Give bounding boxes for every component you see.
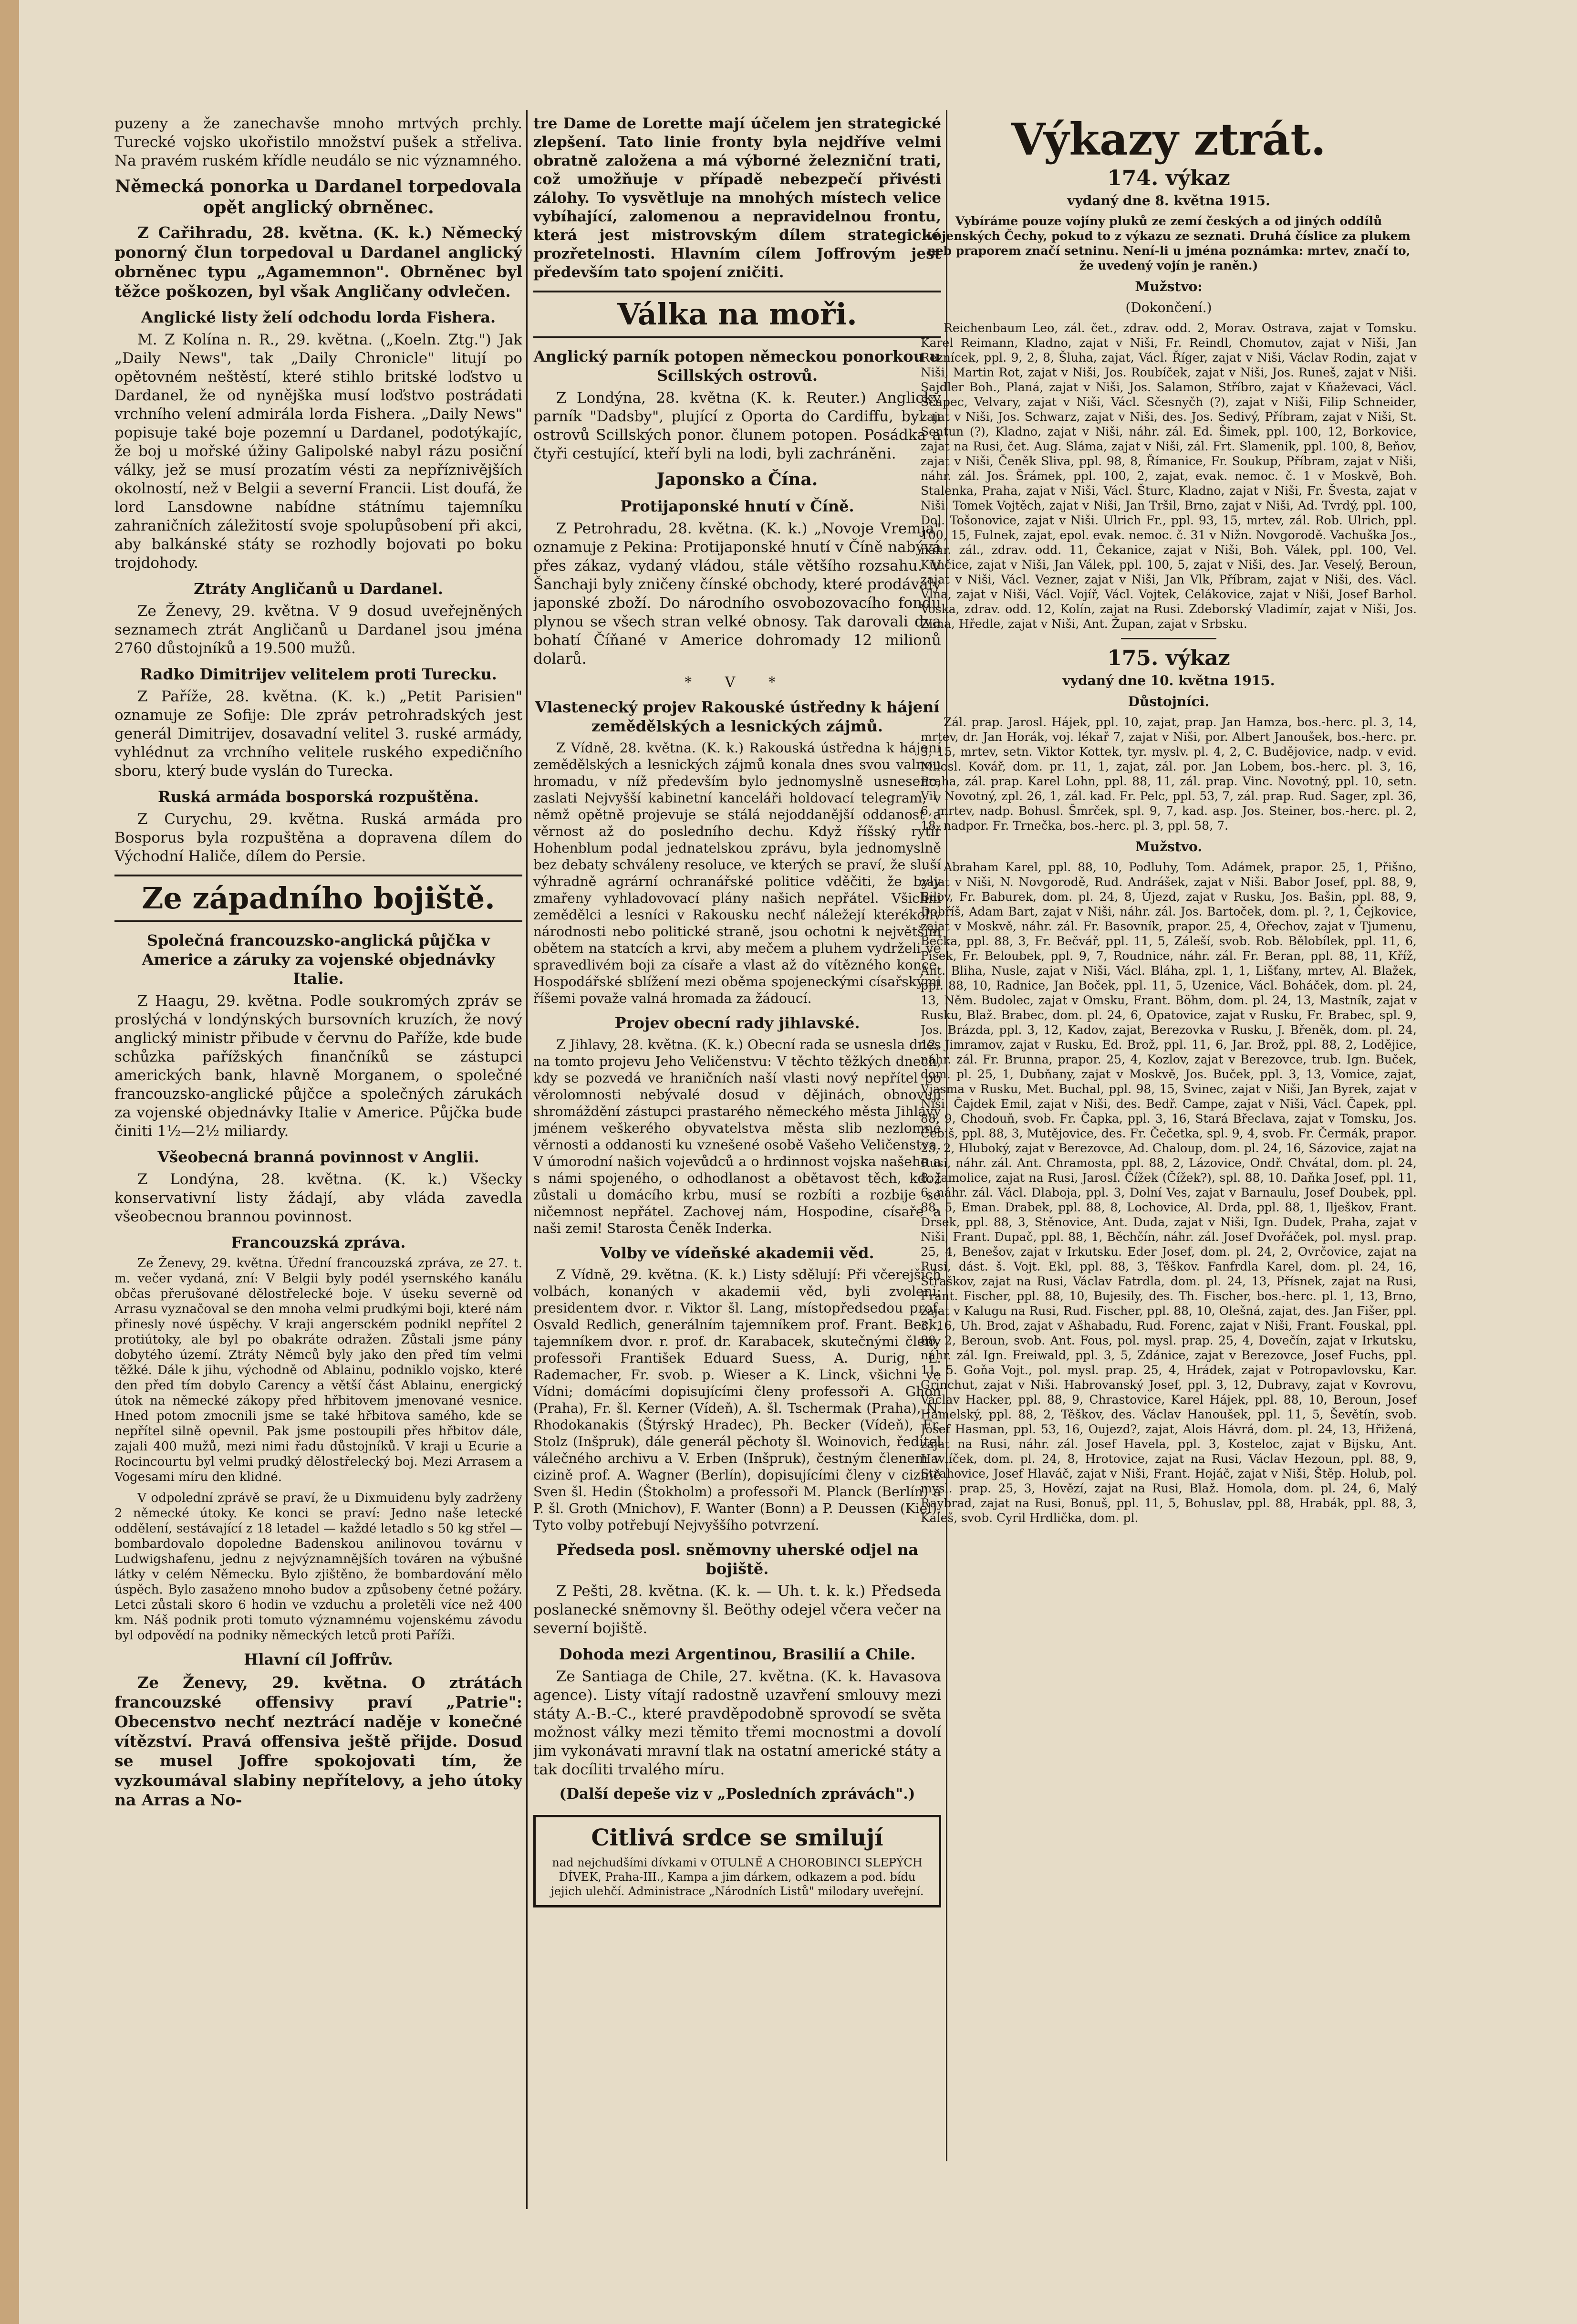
article-paragraph: Z Curychu, 29. května. Ruská armáda pro Bosporus byla rozpuštěna a dopravena dílem do Východní Haliče, dílem do Persie. (114, 811, 522, 865)
section-muzstvo: Mužstvo: (1135, 279, 1203, 294)
ad-title: Citlivá srdce se smilují (591, 1824, 883, 1851)
report-175-title: 175. výkaz (1107, 646, 1230, 670)
column-right-casualty-lists (921, 115, 1417, 2309)
headline-jihlava: Projev obecní rady jihlavské. (614, 1014, 860, 1032)
article-paragraph: Z Jihlavy, 28. května. (K. k.) Obecní rada se usnesla dnes na tomto projevu Jeho Veličenstvu: V těchto těžkých dnech, kdy se pozvedá ve hraničních naší vlasti nový nepřítel po věrolomnosti nebývalé dosud v dějinách, obnovují shromáždění zástupci prastarého německého města Jihlavy jménem veškerého obyvatelstva města slib nezlomné věrnosti a oddanosti ku vznešené osobě Vašeho Veličenstva. V úmorodní našich vojevůdců a o hrdinnost vojska našeho a s námi spojeného, o odhodlanost a obětavost těch, kdož zůstali u domácího krbu, musí se rozbíti a rozbije se ničemnost nepřátel. Zachovej nám, Hospodine, císaře a naši zemi! Starosta Čeněk Inderka. (533, 1037, 941, 1236)
article-paragraph: Z Londýna, 28. května. (K. k.) Všecky konservativní listy žádají, aby vláda zavedla všeobecnou brannou povinnost. (114, 1171, 522, 1225)
subheadline-japonsko: Protijaponské hnutí v Číně. (620, 497, 854, 515)
charity-advertisement (533, 1815, 941, 1907)
section-heading-west: Ze západního bojiště. (114, 875, 522, 922)
report-174-date: vydaný dne 8. května 1915. (1067, 193, 1270, 208)
article-paragraph: Z Petrohradu, 28. května. (K. k.) „Novoje Vremja" oznamuje z Pekina: Protijaponské hnutí v Číně nabývá přes zákaz, vydaný vládou, stále většího rozsahu. V Šanchaji byly zničeny čínské obchody, které prodávaly japonské zboží. Do národního osvobozovacího fondu plynou se všech stran velké obnosy. Tak darovali dva bohatí Číňané v Americe dohromady 12 milionů dolarů. (533, 520, 941, 667)
article-paragraph: Z Pešti, 28. května. (K. k. — Uh. t. k. k.) Předseda poslanecké sněmovny šl. Beöthy odejel včera večer na severní bojiště. (533, 1583, 941, 1637)
ad-text: nad nejchudšími dívkami v OTULNĚ A CHOROBINCI SLEPÝCH DÍVEK, Praha-III., Kampa a jim dárkem, odkazem a pod. bídu jejich ulehčí. Administrace „Národních Listů" milodary uveřejní. (550, 1856, 924, 1898)
page-edge (0, 0, 19, 2324)
headline-dohoda: Dohoda mezi Argentinou, Brasilií a Chile. (559, 1645, 916, 1663)
article-paragraph: Z Vídně, 28. května. (K. k.) Rakouská ústředna k hájení zemědělských a lesnických zájmů konala dnes svou valnou hromadu, v níž především bylo jednomyslně usneseno, zaslati Nejvyšší kabinetní kanceláři holdovací telegram, v němž opětně projevuje se stálá nejoddanější oddanost a věrnost až do posledního dechu. Když říšský rytíř Hohenblum podal jednatelskou zprávu, byla jednomyslně bez debaty schváleny resoluce, ve kterých se praví, že sluší výhradně agrární ochranářské politice vděčiti, že byly zmařeny vyhladovovací plány našich nepřátel. Všichni zemědělci a lesníci v Rakousku nechť náležejí kterékoliv národnosti nebo politické straně, jsou ochotni k největším obětem na statcích a krvi, aby mečem a pluhem vydrželi ve spravedlivém boji za císaře a vlast až do vítězného konce. Hospodářské sblížení mezi oběma spojeneckými císařskými říšemi považe valná hromada za žádoucí. (533, 740, 941, 1006)
headline-akademie: Volby ve vídeňské akademii věd. (600, 1244, 874, 1262)
report-174-title: 174. výkaz (1107, 166, 1230, 190)
section-dustojnici: Důstojníci. (1128, 694, 1210, 709)
article-paragraph: Z Vídně, 29. května. (K. k.) Listy sdělují: Při včerejších volbách, konaných v akademii věd, byli zvoleni: presidentem dvor. r. Viktor šl. Lang, místopředsedou prof. Osvald Redlich, generálním tajemníkem prof. Frant. Beck, tajemníkem dvor. r. prof. dr. Karabacek, skutečnými členy professoři František Eduard Suess, A. Durig, L. Rademacher, Fr. svob. p. Wieser a K. Linck, všichni ve Vídni; domácími dopisujícími členy professoři A. Ghon (Praha), Fr. šl. Kerner (Vídeň), A. šl. Tschermak (Praha), N. Rhodokanakis (Štýrský Hradec), Ph. Becker (Vídeň), Fr. Stolz (Inšpruk), dále generál pěchoty šl. Woinovich, ředitel válečného archivu a V. Erben (Inšpruk), čestným členem v cizině prof. A. Wagner (Berlín), dopisujícími členy v cizině Sven šl. Hedin (Štokholm) a professoři M. Planck (Berlín) a P. šl. Groth (Mnichov), F. Wanter (Bonn) a P. Deussen (Kiel). Tyto volby potřebují Nejvyššího potvrzení. (533, 1267, 941, 1533)
headline-armada: Ruská armáda bosporská rozpuštěna. (157, 788, 479, 806)
headline-parnik: Anglický parník potopen německou ponorkou u Scillských ostrovů. (533, 347, 941, 385)
headline-ztraty: Ztráty Angličanů u Dardanel. (194, 580, 443, 598)
casualty-list-175-men: Abraham Karel, ppl. 88, 10, Podluhy, Tom. Adámek, prapor. 25, 1, Přišno, zajat v Niši, N. Novgorodě, Rud. Andrášek, zajat v Niši. Babor Josef, ppl. 88, 9, Bilov, Fr. Baburek, dom. pl. 24, 8, Újezd, zajat v Rusku, Jos. Bašin, ppl. 88, 9, Dobříš, Adam Bart, zajat v Niši, náhr. zál. Jos. Bartoček, dom. pl. ?, 1, Čejkovice, zajat v Moskvě, náhr. zál. Fr. Basovník, prapor. 25, 4, Ořechov, zajat v Tjumenu, Bečka, ppl. 88, 3, Fr. Bečvář, ppl. 11, 5, Záleší, svob. Rob. Bělobílek, ppl. 11, 6, Písek, Fr. Beloubek, ppl. 9, 7, Roudnice, náhr. zál. Fr. Beran, ppl. 88, 11, Kříž, Ant. Bliha, Nusle, zajat v Niši, Václ. Bláha, zpl. 1, 1, Lišťany, mrtev, Al. Blažek, ppl. 88, 10, Radnice, Jan Boček, ppl. 11, 5, Uzenice, Václ. Boháček, dom. pl. 24, 13, Něm. Budolec, zajat v Omsku, Frant. Böhm, dom. pl. 24, 13, Mastník, zajat v Rusku, Blaž. Brabec, dom. pl. 24, 6, Opatovice, zajat v Rusku, Fr. Brabec, spl. 9, Jos. Brázda, ppl. 3, 12, Kadov, zajat, Berezovka v Rusku, J. Břeněk, dom. pl. 24, 12, Jimramov, zajat v Rusku, Ed. Brož, ppl. 11, 6, Jar. Brož, ppl. 88, 2, Lodějice, náhr. zál. Fr. Brunna, prapor. 25, 4, Kozlov, zajat v Berezovce, trub. Ign. Buček, dom. pl. 25, 1, Dubňany, zajat v Moskvě, Jos. Buček, ppl. 3, 13, Vomice, zajat, Vjasma v Rusku, Met. Buchal, ppl. 98, 15, Svinec, zajat v Niši, Jan Byrek, zajat v Niši. Čajdek Emil, zajat v Niši, des. Bedř. Campe, zajat v Niši, Václ. Čapek, ppl. 88, 9, Chodouň, svob. Fr. Čapka, ppl. 3, 16, Stará Břeclava, zajat v Tomsku, Jos. Čebiš, ppl. 88, 3, Mutějovice, des. Fr. Čečetka, spl. 9, 4, svob. Fr. Čermák, prapor. 25, 2, Hluboký, zajat v Berezovce, Ad. Chaloup, dom. pl. 24, 16, Sázovice, zajat na Rusi, náhr. zál. Ant. Chramosta, ppl. 88, 2, Lázovice, Ondř. Chvátal, dom. pl. 24, 8, Jamolice, zajat na Rusi, Jarosl. Čížek (Čížek?), spl. 88, 10. Daňka Josef, ppl. 11, 6, náhr. zál. Václ. Dlaboja, ppl. 3, Dolní Ves, zajat v Barnaulu, Josef Doubek, ppl. 88, 5, Eman. Drabek, ppl. 88, 8, Lochovice, Al. Drda, ppl. 88, 1, Ilješkov, Frant. Drsek, ppl. 88, 3, Stěnovice, Ant. Duda, zajat v Niši, Ign. Dudek, Praha, zajat v Niši, Frant. Dupač, ppl. 88, 1, Běchčín, náhr. zál. Josef Dvořáček, pol. mysl. prap. 25, 4, Benešov, zajat v Irkutsku. Eder Josef, dom. pl. 24, 2, Ovrčovice, zajat na Rusi, dást. š. Vojt. Ekl, ppl. 88, 3, Těškov. Fanfrdla Karel, dom. pl. 24, 16, Straškov, zajat na Rusi, Václav Fatrdla, dom. pl. 24, 13, Přísnek, zajat na Rusi, Frant. Fischer, ppl. 88, 10, Bujesily, des. Th. Fischer, bos.-herc. pl. 1, 13, Brno, zajat v Kalugu na Rusi, Rud. Fischer, ppl. 88, 10, Olešná, zajat, des. Jan Fišer, ppl. 3, 16, Uh. Brod, zajat v Ašhabadu, Rud. Forenc, zajat v Niši, Frant. Fouskal, ppl. 88, 2, Beroun, svob. Ant. Fous, pol. mysl. prap. 25, 4, Dovečín, zajat v Irkutsku, náhr. zál. Ign. Freiwald, ppl. 3, 5, Zdánice, zajat v Berezovce, Josef Fuchs, ppl. 11, 5. Goňa Vojt., pol. mysl. prap. 25, 4, Hrádek, zajat v Potropavlovsku, Kar. Grinchut, zajat v Niši. Habrovanský Josef, ppl. 3, 12, Dubravy, zajat v Kovrovu, Václav Hacker, ppl. 88, 9, Chrastovice, Karel Hájek, ppl. 88, 10, Beroun, Josef Hamelský, ppl. 88, 2, Těškov, des. Václav Hanoušek, ppl. 11, 5, Ševětín, svob. Josef Hasman, ppl. 53, 16, Oujezd?, zajat, Alois Hávrá, dom. pl. 24, 13, Hřižená, zajat na Rusi, náhr. zál. Josef Havela, ppl. 3, Kosteloc, zajat v Bijsku, Ant. Havlíček, dom. pl. 24, 8, Hrotovice, zajat na Rusi, Václav Hezoun, ppl. 88, 9, Strahovice, Josef Hlaváč, zajat v Niši, Frant. Hojáč, zajat v Niši, Štěp. Holub, pol. mysl. prap. 25, 3, Hovězí, zajat na Rusi, Blaž. Homola, dom. pl. 24, 6, Malý Raybrad, zajat na Rusi, Bonuš, ppl. 11, 5, Bohuslav, ppl. 88, Hrabák, ppl. 88, 3, Kaleš, svob. Cyril Hrdlička, dom. pl. (921, 860, 1417, 1525)
article-paragraph: Ze Ženevy, 29. května. O ztrátách francouzské offensivy praví „Patrie": Obecenstvo nechť neztrácí naděje v konečné vítězství. Pravá offensiva ještě přijde. Dosud se musel Joffre spokojovati tím, že vyzkoumával slabiny nepřítelovy, a jeho útoky na Arras a No- (114, 1673, 522, 1809)
article-paragraph: Z Paříže, 28. května. (K. k.) „Petit Parisien" oznamuje ze Sofije: Dle zpráv petrohradských jest generál Dimitrijev, dosavadní velitel 3. ruské armády, vyhlédnut za vrchního velitele ruského expedičního sboru, který bude vyslán do Turecka. (114, 688, 522, 780)
article-paragraph: Ze Santiaga de Chile, 27. května. (K. k. Havasova agence). Listy vítají radostně uzavření smlouvy mezi státy A.-B.-C., které pravděpodobně sprovodí se světa možnost války mezi těmito třemi mocnostmi a dovolí jim vykonávati mravní tlak na ostatní americké státy a tak docíliti trvalého míru. (533, 1668, 941, 1778)
article-paragraph: V odpolední zprávě se praví, že u Dixmuidenu byly zadrženy 2 německé útoky. Ke konci se praví: Jedno naše letecké oddělení, sestávající z 18 letadel — každé letadlo s 50 kg střel — bombardovalo dopoledne Badenskou anilinovou továrnu v Ludwigshafenu, jednu z nejvýznamnějších továren na výbušné látky v celém Německu. Bylo zjištěno, že bombardování mělo úspěch. Bylo zasaženo mnoho budov a způsobeny četné požáry. Letci zůstali skoro 6 hodin ve vzduchu a proletěli více než 400 km. Náš podnik proti tomuto významnému vojenskému závodu byl odpovědí na podniky německých letců proti Paříži. (114, 1491, 522, 1643)
masthead-vykazy: Výkazy ztrát. (1011, 115, 1326, 165)
continuation-note: (Dokončení.) (1125, 300, 1212, 315)
article-paragraph: M. Z Kolína n. R., 29. května. („Koeln. Ztg.") Jak „Daily News", tak „Daily Chronicle" litují po opětovném neštěstí, které stihlo britské loďstvo u Dardanel, že od nynějška musí loďstvo postrádati vrchního velení admirála lorda Fishera. „Daily News" popisuje také boje pozemní u Dardanel, podotýkajíc, že boj u mořské úžiny Galipolské nabyl rázu posiční války, jež se musí prozatím vésti za nepříznivějších okolností, než v Belgii a severní Francii. List doufá, že lord Lansdowne nabídne státnímu tajemníku zahraničních záležitostí svoje spolupůsobení při akci, aby balkánské státy se rozhodly bojovati po boku trojdohody. (114, 331, 522, 572)
headline-joffre: Hlavní cíl Joffrův. (244, 1650, 393, 1668)
headline-ponorka: Německá ponorka u Dardanel torpedovala opět anglický obrněnec. (115, 177, 522, 218)
headline-japonsko: Japonsko a Čína. (656, 469, 818, 490)
section-muzstvo-175: Mužstvo. (1135, 839, 1203, 855)
casualty-list-174: Reichenbaum Leo, zál. čet., zdrav. odd. 2, Morav. Ostrava, zajat v Tomsku. Karel Reimann, Kladno, zajat v Niši, Fr. Reindl, Chomutov, zajat v Niši, Jan Reznícek, ppl. 9, 2, 8, Šluha, zajat, Václ. Říger, zajat v Niši, Václav Rodin, zajat v Niši, Martin Rot, zajat v Niši, Jos. Roubíček, zajat v Niši, Jos. Runeš, zajat v Niši. Sajdler Boh., Planá, zajat v Niši, Jos. Salamon, Stříbro, zajat v Kňaževaci, Václ. Ščapec, Velvary, zajat v Niši, Václ. Sčesnyčh (?), zajat v Niši, Filip Schneider, zajat v Niši, Jos. Schwarz, zajat v Niši, des. Jos. Sedivý, Příbram, zajat v Niši, St. Sentun (?), Kladno, zajat v Niši, náhr. zál. Ed. Šimek, ppl. 100, 12, Borkovice, zajat na Rusi, čet. Aug. Sláma, zajat v Niši, zál. Frt. Slamenik, ppl. 100, 8, Beňov, zajat v Niši, Čeněk Sliva, ppl. 98, 8, Římanice, Fr. Soukup, Příbram, zajat v Niši, náhr. zál. Jos. Šrámek, ppl. 100, 2, zajat, evak. nemoc. č. 1 v Moskvě, Boh. Stalenka, Praha, zajat v Niši, Václ. Šturc, Kladno, zajat v Niši, Fr. Švesta, zajat v Niši. Tomek Vojtěch, zajat v Niši, Jan Tršil, Brno, zajat v Niši, Ad. Tvrdý, ppl. 100, Dol. Tošonovice, zajat v Niši. Ulrich Fr., ppl. 93, 15, mrtev, zál. Rob. Ulrich, ppl. 100, 15, Fulnek, zajat, epol. evak. nemoc. č. 31 v Nižn. Novgorodě. Vachuška Jos., náhr. zál., zdrav. odd. 11, Čekanice, zajat v Niši, Boh. Válek, ppl. 100, Vel. Kunčice, zajat v Niši, Jan Válek, ppl. 100, 5, zajat v Niši, des. Jar. Veselý, Beroun, zajat v Niši, Václ. Vezner, zajat v Niši, Jan Vlk, Příbram, zajat v Niši, des. Václ. Vlna, zajat v Niši, Václ. Vojíř, Václ. Vojtek, Celákovice, zajat v Niši, Josef Barhol. Voska, zdrav. odd. 12, Kolín, zajat na Rusi. Zdeborský Vladimír, zajat v Niši, Jos. Zima, Hředle, zajat v Niši, Ant. Župan, zajat v Srbsku. (921, 321, 1417, 631)
headline-pujcka: Společná francouzsko-anglická půjčka v Americe a záruky za vojenské objednávky Italie. (142, 931, 495, 988)
headline-branna: Všeobecná branná povinnost v Anglii. (157, 1148, 479, 1166)
casualty-list-175-officers: Zál. prap. Jarosl. Hájek, ppl. 10, zajat, prap. Jan Hamza, bos.-herc. pl. 3, 14, mrtev, dr. Jan Horák, voj. lékař 7, zajat v Niši, por. Albert Janoušek, bos.-herc. pr. 3, 15, mrtev, setn. Viktor Kottek, tyr. myslv. pl. 4, 2, C. Budějovice, nadp. v evid. Milosl. Kovář, dom. pr. 11, 1, zajat, zál. por. Jan Lobem, bos.-herc. pl. 3, 16, Praha, zál. prap. Karel Lohn, ppl. 88, 11, zál. prap. Vinc. Novotný, ppl. 10, setn. Vil. Novotný, zpl. 26, 1, zál. kad. Fr. Pelc, ppl. 53, 7, zál. prap. Rud. Sager, zpl. 36, 6, mrtev, nadp. Bohusl. Šmrček, spl. 9, 7, kad. asp. Jos. Steiner, bos.-herc. pl. 2, 18, nadpor. Fr. Trnečka, bos.-herc. pl. 3, ppl. 58, 7. (921, 715, 1417, 833)
article-paragraph: Ze Ženevy, 29. května. V 9 dosud uveřejněných seznamech ztrát Angličanů u Dardanel jsou jména 2760 důstojníků a 19.500 mužů. (114, 603, 522, 657)
column-middle (533, 115, 941, 2261)
report-175-date: vydaný dne 10. května 1915. (1062, 673, 1275, 688)
headline-projev: Vlastenecký projev Rakouské ústředny k hájení zemědělských a lesnických zájmů. (535, 698, 940, 735)
article-paragraph: Ze Ženevy, 29. května. Úřední francouzská zpráva, ze 27. t. m. večer vydaná, zní: V Belgii byly podél ysernského kanálu občas přerušované dělostřelecké boje. V úseku severně od Arrasu vyznačoval se den mnoha velmi prudkými boji, které nám přinesly nové úspěchy. V kraji angersckém podnikl nepřítel 2 protiútoky, ale byl po obakráte odražen. Zůstali jsme pány dobytého území. Ztráty Němců byly jako den před tím velmi těžké. Dále k jihu, východně od Ablainu, podniklo vojsko, které den před tím dobylo Carency a větší část Ablainu, energický útok na německé zákopy před hřbitovem jmenované vesnice. Hned potom zmocnili jsme se také hřbitova samého, kde se nepřítel silně opevnil. Pak jsme postoupili přes hřbitov dále, zajali 400 mužů, mezi nimi řadu důstojníků. V kraji u Ecurie a Rocincourtu byl velmi prudký dělostřelecký boj. Mezi Arrasem a Vogesami míru den klidné. (114, 1256, 522, 1484)
headline-radko: Radko Dimitrijev velitelem proti Turecku. (140, 665, 497, 683)
article-paragraph: Z Haagu, 29. května. Podle soukromých zpráv se proslýchá v londýnských bursovních kruzích, že nový anglický ministr přibude v červnu do Paříže, kde bude schůzka pařížských finančníků se zástupci amerických bank, hlavně Morganem, o společné francouzsko-anglické půjčce a společných zárukách za vojenské objednávky Italie v Americe. Půjčka bude činiti 1½—2½ miliardy. (114, 992, 522, 1140)
article-paragraph: Z Londýna, 28. května (K. k. Reuter.) Anglický parník "Dadsby", plující z Oporta do Cardiffu, byl u ostrovů Scillských ponor. člunem potopen. Posádka a čtyři cestující, kteří byli na lodi, byli zachráněni. (533, 389, 941, 462)
article-paragraph: Z Cařihradu, 28. května. (K. k.) Německý ponorný člun torpedoval u Dardanel anglický obrněnec typu „Agamemnon". Obrněnec byl těžce poškozen, byl však Angličany odvlečen. (114, 223, 522, 301)
article-paragraph: tre Dame de Lorette mají účelem jen strategické zlepšení. Tato linie fronty byla nejdříve velmi obratně založena a má výborné železniční trati, což umožňuje v případě nebezpečí přivésti zálohy. To vysvětluje na mnohých místech velice vybíhající, zalomenou a nepravidelnou frontu, která jest mistrovským dílem strategické prozřetelnosti. Hlavním cílem Joffrovým jest především tato spojení zničiti. (533, 115, 941, 281)
headline-francouzska: Francouzská zpráva. (231, 1233, 406, 1251)
column-rule (526, 110, 528, 2209)
headline-fisher: Anglické listy želí odchodu lorda Fishera. (141, 308, 496, 326)
report-intro: Vybíráme pouze vojíny pluků ze zemí českých a od jiných oddílů vojenských Čechy, pokud to z výkazu ze seznati. Druhá číslice za plukem neb praporem značí setninu. Není-li u jména poznámka: mrtev, značí to, že uvedený vojín je raněn.) (927, 214, 1411, 272)
separator-stars: * V * (685, 674, 790, 691)
article-paragraph: puzeny a že zanechavše mnoho mrtvých prchly. Turecké vojsko ukořistilo množství pušek a střeliva. Na pravém ruském křídle neudálo se nic významného. (114, 115, 522, 169)
note-further-news: (Další depeše viz v „Posledních zprávách".) (559, 1785, 915, 1803)
divider (1121, 638, 1216, 639)
headline-predseda: Předseda posl. sněmovny uherské odjel na bojiště. (556, 1541, 919, 1578)
section-heading-sea: Válka na moři. (533, 291, 941, 338)
column-left (114, 115, 522, 2261)
